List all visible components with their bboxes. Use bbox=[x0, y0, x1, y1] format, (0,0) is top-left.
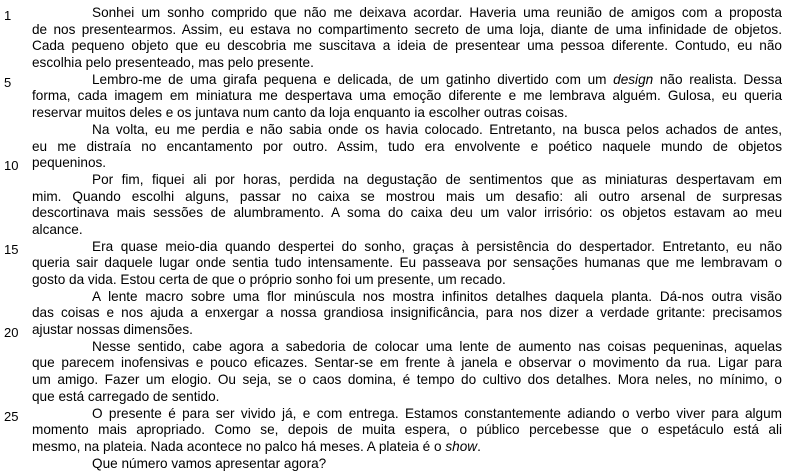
line-number: 25 bbox=[4, 408, 19, 424]
text-line bbox=[0, 155, 786, 172]
text-line bbox=[0, 139, 786, 156]
line-text bbox=[32, 105, 782, 122]
text-segment: Na volta, eu me perdia e não sabia onde os havia colocado. Entretanto, na busca pelos achados de antes, bbox=[92, 121, 782, 137]
text-line bbox=[0, 439, 786, 456]
line-text bbox=[92, 339, 782, 356]
text-line bbox=[0, 355, 786, 372]
text-segment: Que número vamos apresentar agora? bbox=[92, 455, 327, 471]
text-line bbox=[0, 88, 786, 105]
text-segment: Por fim, fiquei ali por horas, perdida na degustação de sentimentos que as miniaturas despertavam em bbox=[92, 171, 782, 187]
text-line bbox=[0, 72, 786, 89]
line-text bbox=[32, 55, 782, 72]
text-line bbox=[0, 239, 786, 256]
text-segment: que parecem inofensivas e pouco eficazes. Sentar-se em frente à janela e observar o movimento da rua. Ligar para bbox=[32, 355, 782, 371]
text-line bbox=[0, 389, 786, 406]
text-segment: alcance. bbox=[32, 221, 83, 237]
line-text bbox=[32, 205, 782, 222]
text-segment: . bbox=[477, 438, 481, 454]
line-text bbox=[32, 222, 782, 239]
italic-word: show bbox=[445, 438, 478, 454]
text-segment: não realista. Dessa bbox=[653, 71, 783, 87]
line-number: 5 bbox=[4, 74, 12, 90]
text-segment: escolhia pelo presenteado, mas pelo presente. bbox=[32, 55, 314, 71]
line-text bbox=[32, 272, 782, 289]
line-number: 1 bbox=[4, 8, 12, 23]
text-line bbox=[0, 22, 786, 39]
text-line bbox=[0, 38, 786, 55]
line-text bbox=[32, 372, 782, 389]
line-number: 10 bbox=[4, 158, 19, 174]
line-text bbox=[32, 38, 782, 55]
text-segment: gosto da vida. Estou certa de que o próprio sonho foi um presente, um recado. bbox=[32, 272, 506, 287]
line-text bbox=[32, 389, 782, 406]
text-line bbox=[0, 272, 786, 289]
text-line bbox=[0, 289, 786, 306]
text-segment: momento mais apropriado. Como se, depois de muita espera, o público percebesse que o espetáculo está ali bbox=[32, 422, 782, 438]
text-segment: descortinava mais sessões de alumbramento. A soma do caixa deu um valor irrisório: os objetos estavam ao meu bbox=[32, 205, 782, 221]
line-text bbox=[92, 122, 782, 139]
text-line bbox=[0, 422, 786, 439]
italic-word: design bbox=[613, 71, 654, 87]
line-text bbox=[32, 139, 782, 156]
text-segment: Nesse sentido, cabe agora a sabedoria de colocar uma lente de aumento nas coisas pequeninas, aquelas bbox=[92, 338, 782, 354]
line-text bbox=[32, 439, 782, 456]
text-line bbox=[0, 205, 786, 222]
text-line bbox=[0, 255, 786, 272]
line-text bbox=[92, 239, 782, 256]
text-line bbox=[0, 122, 786, 139]
text-segment: forma, cada imagem em miniatura me despertava uma emoção diferente e me lembrava alguém. Gulosa, eu queria bbox=[32, 88, 782, 104]
line-text bbox=[32, 189, 782, 206]
text-segment: reservar muitos deles e os juntava num canto da loja enquanto ia escolher outras coisas. bbox=[32, 105, 568, 121]
text-line bbox=[0, 172, 786, 189]
text-line bbox=[0, 406, 786, 423]
text-line bbox=[0, 55, 786, 72]
text-segment: das coisas e nos ajuda a enxergar a nossa grandiosa insignificância, para nos dizer a verdade gritante: precisamos bbox=[32, 305, 782, 321]
line-text bbox=[92, 289, 782, 306]
line-text bbox=[32, 22, 782, 39]
text-line bbox=[0, 222, 786, 239]
line-text bbox=[92, 456, 782, 472]
text-segment: Cada pequeno objeto que eu descobria me suscitava a ideia de presentear uma pessoa diferente. Contudo, eu não bbox=[32, 38, 782, 54]
text-line bbox=[0, 305, 786, 322]
text-line bbox=[0, 5, 786, 22]
line-text bbox=[32, 322, 782, 339]
line-text bbox=[92, 5, 782, 22]
text-line bbox=[0, 456, 786, 472]
text-segment: que está carregado de sentido. bbox=[32, 388, 220, 404]
line-text bbox=[32, 305, 782, 322]
text-segment: A lente macro sobre uma flor minúscula nos mostra infinitos detalhes daquela planta. Dá-nos outra visão bbox=[92, 288, 782, 304]
text-segment: O presente é para ser vivido já, e com entrega. Estamos constantemente adiando o verbo viver para algum bbox=[92, 405, 782, 421]
line-text bbox=[92, 172, 782, 189]
text-line bbox=[0, 189, 786, 206]
text-line bbox=[0, 372, 786, 389]
text-segment: Era quase meio-dia quando despertei do sonho, graças à persistência do despertador. Entretanto, eu não bbox=[92, 238, 782, 254]
text-segment: de nos presentearmos. Assim, eu estava no compartimento secreto de uma loja, diante de uma infinidade de objetos. bbox=[32, 21, 782, 37]
text-segment: mim. Quando escolhi alguns, passar no caixa se mostrou mais um desafio: ali outro arsenal de surpresas bbox=[32, 188, 782, 204]
text-segment: mesmo, na plateia. Nada acontece no palco há meses. A plateia é o bbox=[32, 438, 446, 454]
line-text bbox=[92, 406, 782, 423]
line-number: 20 bbox=[4, 325, 19, 341]
text-segment: Lembro-me de uma girafa pequena e delicada, de um gatinho divertido com um bbox=[92, 71, 614, 87]
text-segment: um amigo. Fazer um elogio. Ou seja, se o caos domina, é tempo do cultivo dos detalhes. Mora neles, no mínimo, o bbox=[32, 372, 782, 388]
text-segment: eu me distraía no encantamento por outro. Assim, tudo era envolvente e poético naquele mundo de objetos bbox=[32, 138, 782, 154]
text-segment: queria sair daquele lugar onde sentia tudo intensamente. Eu passeava por sensações humanas que me lembravam o bbox=[32, 255, 782, 271]
text-line bbox=[0, 105, 786, 122]
text-segment: pequeninos. bbox=[32, 155, 107, 171]
line-text bbox=[32, 155, 782, 172]
document-text bbox=[0, 5, 786, 472]
line-text bbox=[32, 355, 782, 372]
line-text bbox=[32, 255, 782, 272]
line-text bbox=[32, 88, 782, 105]
line-number: 15 bbox=[4, 241, 19, 257]
text-segment: Sonhei um sonho comprido que não me deixava acordar. Haveria uma reunião de amigos com a proposta bbox=[92, 5, 782, 20]
line-text bbox=[32, 422, 782, 439]
text-segment: ajustar nossas dimensões. bbox=[32, 322, 193, 338]
line-text bbox=[92, 72, 782, 89]
text-line bbox=[0, 322, 786, 339]
text-line bbox=[0, 339, 786, 356]
